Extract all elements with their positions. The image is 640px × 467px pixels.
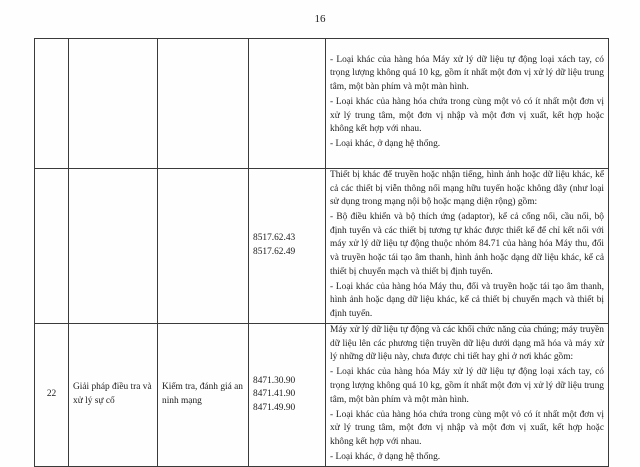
hs-code-cell: [249, 324, 326, 467]
hs-code: 8517.62.43: [253, 233, 296, 244]
product-code-table: [34, 38, 609, 467]
description-cell: [326, 324, 609, 467]
hs-code: 8517.62.49: [253, 247, 296, 258]
solution-name-cell: [69, 39, 158, 169]
table-row: [35, 39, 609, 169]
page-number: 16: [314, 13, 326, 25]
hs-code-cell: [249, 169, 326, 324]
function-cell: [158, 169, 249, 324]
description-cell: [326, 39, 609, 169]
description-paragraph: - Loại khác của hàng hóa chứa trong cùng một vỏ có ít nhất một đơn vị xử lý trung tâm, một đơn vị nhập và một đơn vị xuất, kết hợp hoặc không kết hợp với nhau.: [330, 96, 604, 135]
description-paragraph: - Bộ điều khiển và bộ thích ứng (adaptor), kể cả cổng nối, cầu nối, bộ định tuyến và các thiết bị tương tự khác được thiết kế để chỉ kết nối với máy xử lý dữ liệu tự động thuộc nhóm 84.71 của hàng hóa Máy thu, đổi và truyền hoặc tái tạo âm thanh, hình ảnh hoặc dạng dữ liệu khác, kể cả thiết bị chuyển mạch và thiết bị định tuyến.: [330, 212, 604, 277]
description-cell: [326, 169, 609, 324]
table-row: [35, 169, 609, 324]
row-number-cell: 22: [35, 324, 69, 467]
description-paragraph: - Loại khác của hàng hóa Máy xử lý dữ liệu tự động loại xách tay, có trọng lượng không quá 10 kg, gồm ít nhất một đơn vị xử lý dữ liệu trung tâm, một bàn phím và một màn hình.: [330, 367, 604, 405]
hs-code: 8471.41.90: [253, 389, 296, 400]
hs-code: 8471.30.90: [253, 375, 296, 386]
description-paragraph: Thiết bị khác để truyền hoặc nhận tiếng, hình ảnh hoặc dữ liệu khác, kể cả các thiết bị viễn thông nối mạng hữu tuyến hoặc không dây (như loại sử dụng trong mạng nội bộ hoặc mạng diện rộng) gồm:: [330, 170, 604, 208]
solution-name-cell: Giải pháp điều tra và xử lý sự cố: [69, 324, 158, 467]
table-row: [35, 324, 609, 467]
description-paragraph: - Loại khác, ở dạng hệ thống.: [330, 139, 441, 150]
row-number-cell: [35, 169, 69, 324]
hs-code-cell: [249, 39, 326, 169]
row-number-cell: [35, 39, 69, 169]
description-paragraph: - Loại khác của hàng hóa Máy xử lý dữ liệu tự động loại xách tay, có trọng lượng không quá 10 kg, gồm ít nhất một đơn vị xử lý dữ liệu trung tâm, một bàn phím và một màn hình.: [330, 54, 604, 92]
hs-code: 8471.49.90: [253, 402, 296, 413]
description-paragraph: - Loại khác, ở dạng hệ thống.: [330, 451, 441, 462]
function-cell: Kiểm tra, đánh giá an ninh mạng: [158, 324, 249, 467]
solution-name-cell: [69, 169, 158, 324]
description-paragraph: - Loại khác của hàng hóa chứa trong cùng một vỏ có ít nhất một đơn vị xử lý trung tâm, một đơn vị nhập và một đơn vị xuất, kết hợp hoặc không kết hợp với nhau.: [330, 409, 604, 447]
description-paragraph: - Loại khác của hàng hóa Máy thu, đổi và truyền hoặc tái tạo âm thanh, hình ảnh hoặc dạng dữ liệu khác, kể cả thiết bị chuyển mạch và thiết bị định tuyến.: [330, 281, 604, 319]
function-cell: [158, 39, 249, 169]
description-paragraph: Máy xử lý dữ liệu tự động và các khối chức năng của chúng; máy truyền dữ liệu lên các phương tiện truyền dữ liệu dưới dạng mã hóa và máy xử lý những dữ liệu này, chưa được chi tiết hay ghi ở nơi khác gồm:: [330, 325, 604, 363]
